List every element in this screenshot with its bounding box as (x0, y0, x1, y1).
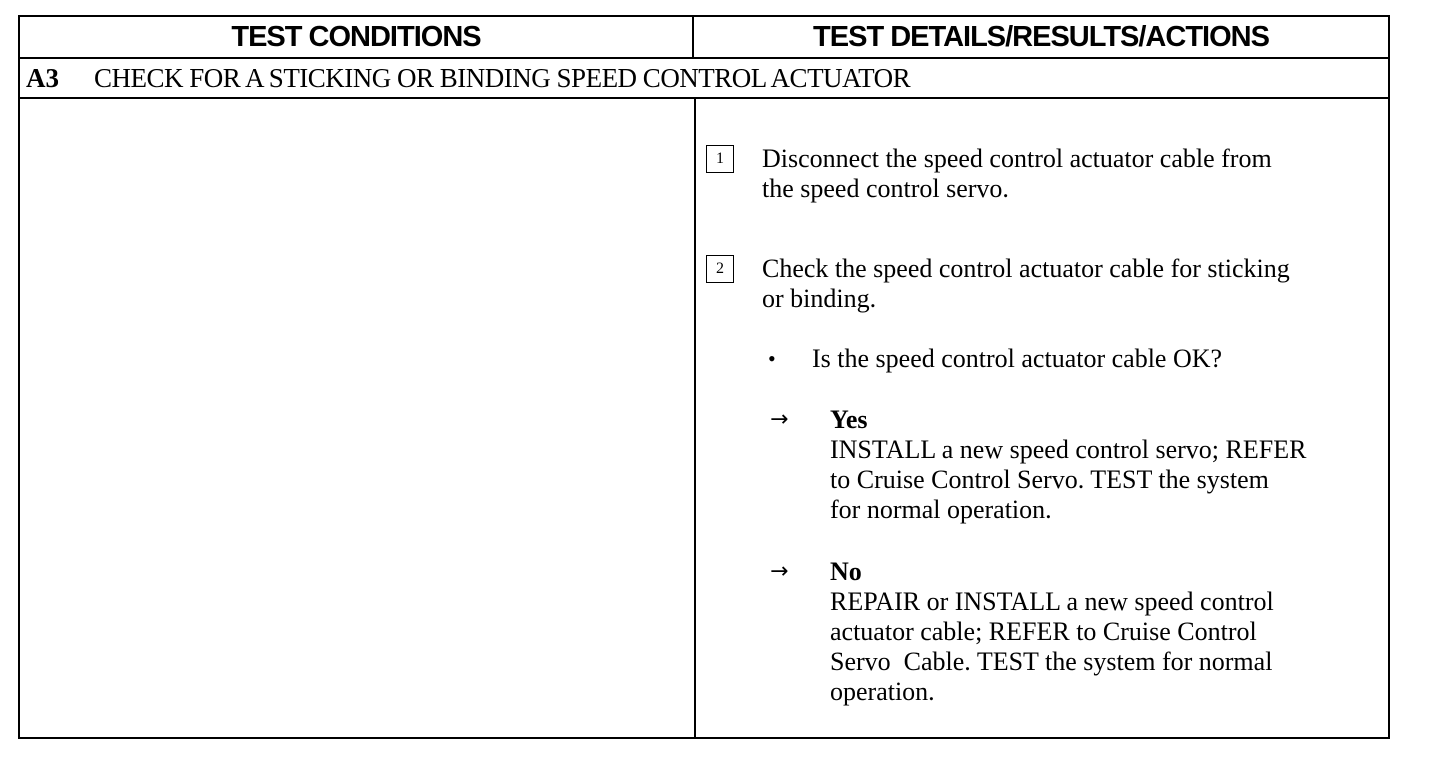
no-arrow-icon: → (770, 559, 789, 584)
step-1-line-1: Disconnect the speed control actuator cable from (762, 144, 1272, 173)
no-line-2: actuator cable; REFER to Cruise Control (830, 617, 1257, 646)
no-answer (830, 557, 1274, 707)
no-line-1: REPAIR or INSTALL a new speed control (830, 587, 1274, 616)
yes-answer (830, 405, 1306, 525)
yes-line-1: INSTALL a new speed control servo; REFER (830, 435, 1307, 464)
yes-line-2: to Cruise Control Servo. TEST the system (830, 465, 1269, 494)
header-test-details: TEST DETAILS/RESULTS/ACTIONS (813, 20, 1269, 53)
yes-label: Yes (830, 405, 868, 434)
yes-arrow-icon: → (770, 407, 789, 432)
step-1-line-2: the speed control servo. (762, 174, 1009, 203)
step-2-line-1: Check the speed control actuator cable for sticking (762, 254, 1290, 283)
step-1-box: 1 (706, 145, 734, 173)
no-label: No (830, 557, 862, 586)
question-text: Is the speed control actuator cable OK? (812, 344, 1223, 373)
step-2-text (762, 254, 1290, 314)
step-2-line-2: or binding. (762, 284, 877, 313)
section-row (20, 57, 1388, 99)
header-test-conditions: TEST CONDITIONS (20, 17, 694, 57)
column-divider (694, 99, 696, 739)
no-line-3: Servo Cable. TEST the system for normal (830, 647, 1273, 676)
test-table (18, 15, 1390, 739)
step-1-text (762, 144, 1272, 204)
step-2-box: 2 (706, 255, 734, 283)
section-id: A3 (26, 62, 59, 93)
yes-line-3: for normal operation. (830, 495, 1052, 524)
section-title: CHECK FOR A STICKING OR BINDING SPEED CONTROL ACTUATOR (94, 62, 911, 93)
no-line-4: operation. (830, 677, 935, 706)
question-bullet: • (768, 346, 776, 371)
